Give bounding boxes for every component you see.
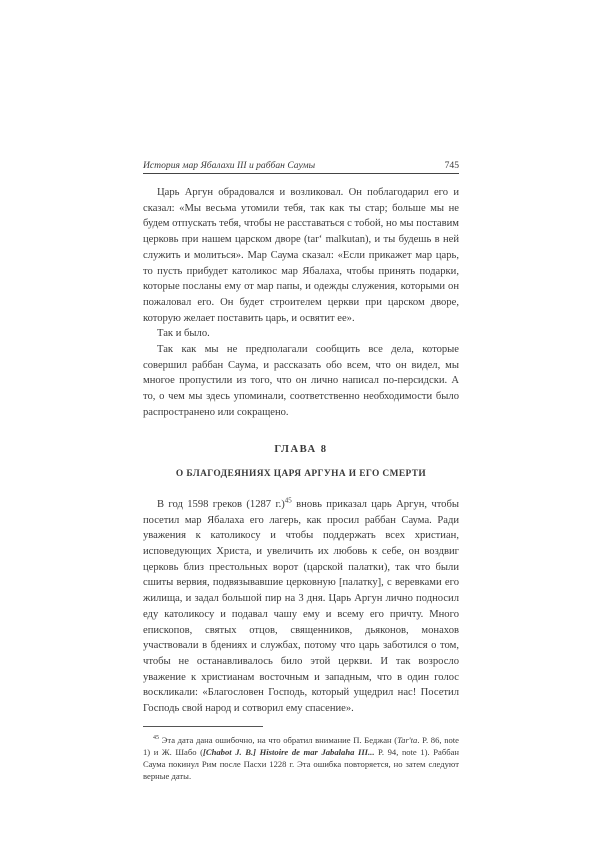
footnote-text-start: Эта дата дана ошибочно, на что обратил внимание П. Беджан ( bbox=[159, 734, 398, 745]
running-header bbox=[143, 160, 459, 174]
paragraph-3: Так как мы не предполагали сообщить все дела, которые совершил раббан Саума, и рассказать обо всем, что он видел, мы многое пропустили из того, что он лично написал по-персидски. А то, о чем мы здесь упоминали, соответственно необходимости было распространено или сокращено. bbox=[143, 344, 459, 418]
chapter-paragraph-rest: вновь приказал царь Аргун, чтобы посетил мар Ябалаха его лагерь, как просил раббан Саума. Ради уважения к католикосу и чтобы поддержать всех христиан, исповедующих Христа, и увеличить их любовь к себе, он воздвиг церковь близ престольных ворот (царской палатки), так что были сшиты вервия, подвязывавшие церковную [палатку], с веревками его жилища, и задал большой пир на 3 дня. Царь Аргун лично подносил еду католикосу и подавал чашу ему и всему его причту. Много епископов, святых отцов, священников, дьяконов, монахов участвовали в бдениях и службах, потому что царь заботился о том, чтобы не останавливалось било этой церкви. И так возросло уважение к христианам восточным и западным, что в один голос воскликали: «Благословен Господь, который ущедрил нас! Посетил Господь свой народ и сотворил ему спасение». bbox=[143, 498, 459, 715]
footnote-text-mid: . P. 86, note 1) и Ж. Шабо ( bbox=[143, 734, 459, 757]
chapter-paragraph bbox=[143, 497, 459, 717]
page-number: 745 bbox=[444, 160, 459, 171]
chapter-paragraph-start: В год 1598 греков (1287 г.) bbox=[157, 498, 285, 510]
footnote-divider bbox=[143, 726, 263, 727]
footnote-reference: 45 bbox=[284, 496, 292, 505]
footnote-marker: 45 bbox=[153, 734, 159, 741]
paragraph-1: Царь Аргун обрадовался и возликовал. Он поблагодарил его и сказал: «Мы весьма утомили тебя, так как ты стар; больше мы не будем отпускать тебя, чтобы не расставаться с тобой, но мы поставим церковь при нашем царском дворе (tar‘ malkutan), и ты будешь в ней служить и молиться». Мар Саума сказал: «Если прикажет мар царь, то пусть прибудет католикос мар Ябалаха, чтобы принять подарки, которые посланы ему от мар папы, и одежды служения, которыми он пожаловал его. Он будет строителем церкви при царском дворе, которую желает поставить царь, и освятит ее». bbox=[143, 187, 459, 324]
footnote-text-end: P. 94, note 1). Раббан Саума покинул Рим после Пасхи 1228 г. Эта ошибка повторяется, но затем следуют верные даты. bbox=[143, 747, 459, 782]
document-page bbox=[143, 160, 459, 783]
paragraph-2: Так и было. bbox=[157, 328, 210, 340]
footnote bbox=[143, 734, 459, 783]
chapter-subtitle: О БЛАГОДЕЯНИЯХ ЦАРЯ АРГУНА И ЕГО СМЕРТИ bbox=[175, 469, 427, 480]
footnote-ref-1: Tar'ta bbox=[397, 734, 418, 745]
chapter-title: ГЛАВА 8 bbox=[274, 443, 328, 455]
footnote-ref-2: [Chabot J. B.] Histoire de mar Jabalaha III... bbox=[202, 747, 375, 757]
running-title: История мар Ябалахи III и раббан Саумы bbox=[143, 160, 316, 171]
